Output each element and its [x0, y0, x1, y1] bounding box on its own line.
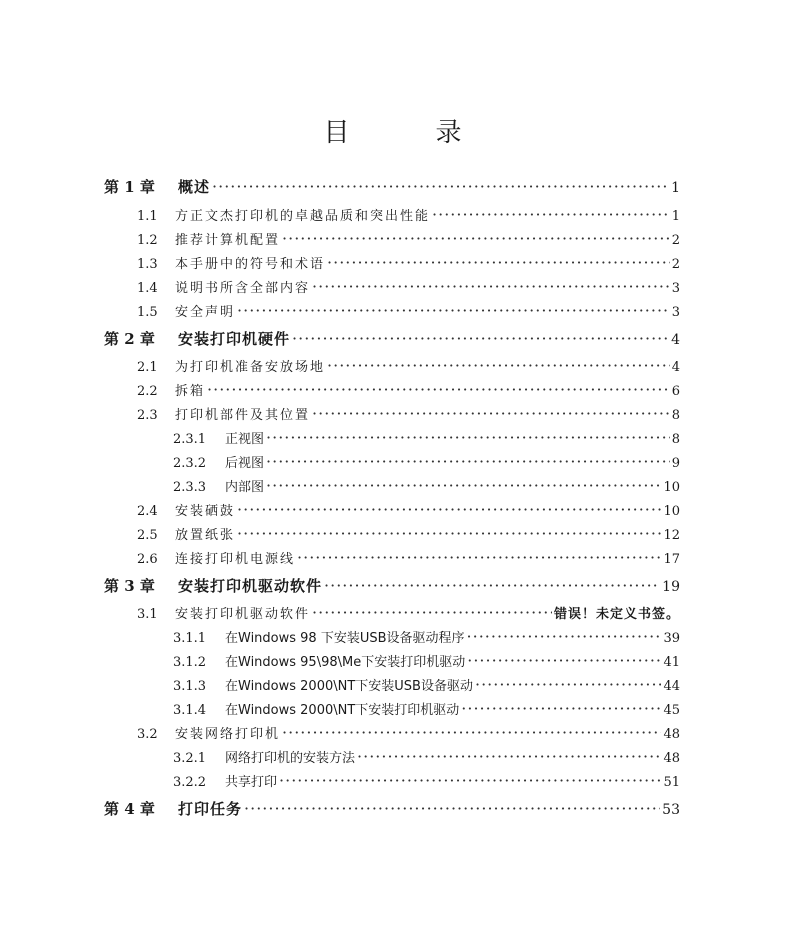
- toc-page: 1: [671, 209, 680, 224]
- toc-entry[interactable]: [0, 548, 785, 567]
- toc-page: 53: [662, 802, 680, 818]
- toc-title: 安全声明: [175, 305, 236, 320]
- toc-entry[interactable]: [0, 476, 785, 495]
- toc-page: 45: [663, 703, 680, 718]
- toc-page: 39: [663, 631, 680, 646]
- leader-dots: [475, 675, 661, 694]
- toc-entry[interactable]: [0, 651, 785, 670]
- toc-number: 1.4: [137, 281, 158, 296]
- toc-page: 4: [671, 360, 680, 375]
- leader-dots: [432, 205, 670, 224]
- toc-page: 44: [663, 679, 680, 694]
- toc-entry[interactable]: [0, 723, 785, 742]
- leader-dots: [212, 177, 669, 196]
- toc-title: 推荐计算机配置: [175, 233, 281, 248]
- toc-title: 说明书所含全部内容: [175, 281, 311, 296]
- leader-dots: [312, 277, 670, 296]
- toc-number: 第 1 章: [104, 178, 155, 196]
- toc-entry[interactable]: [0, 500, 785, 519]
- toc-entry[interactable]: [0, 603, 785, 622]
- toc-number: 1.3: [137, 257, 158, 272]
- page-title: 目 录: [323, 118, 492, 148]
- toc-entry[interactable]: [0, 747, 785, 766]
- toc-title: 内部图: [225, 480, 265, 495]
- toc-title: 在Windows 95\98\Me下安装打印机驱动: [225, 655, 466, 670]
- leader-dots: [297, 548, 661, 567]
- toc-entry[interactable]: [0, 277, 785, 296]
- leader-dots: [282, 723, 661, 742]
- leader-dots: [357, 747, 661, 766]
- toc-page: 3: [671, 281, 680, 296]
- toc-entry[interactable]: [0, 229, 785, 248]
- toc-page: 4: [671, 332, 680, 348]
- toc-entry[interactable]: [0, 253, 785, 272]
- leader-dots: [467, 627, 662, 646]
- toc-entry[interactable]: [0, 675, 785, 694]
- toc-number: 3.1.4: [173, 703, 207, 718]
- toc-entry[interactable]: [0, 524, 785, 543]
- toc-page: 51: [663, 775, 680, 790]
- toc-number: 2.3.3: [173, 480, 207, 495]
- leader-dots: [266, 476, 661, 495]
- toc-page: 17: [663, 552, 680, 567]
- toc-number: 2.1: [137, 360, 158, 375]
- toc-page: 6: [671, 384, 680, 399]
- toc-title: 正视图: [225, 432, 265, 447]
- toc-title: 网络打印机的安装方法: [225, 751, 356, 766]
- toc-page: 1: [671, 180, 680, 196]
- toc-number: 2.2: [137, 384, 158, 399]
- toc-number: 2.3.2: [173, 456, 207, 471]
- toc-number: 第 2 章: [104, 330, 155, 348]
- leader-dots: [279, 771, 661, 790]
- leader-dots: [312, 404, 670, 423]
- toc-title: 共享打印: [225, 775, 278, 790]
- toc-number: 2.3: [137, 408, 158, 423]
- toc-entry[interactable]: [0, 798, 785, 819]
- leader-dots: [244, 799, 660, 818]
- toc-number: 3.2: [137, 727, 158, 742]
- toc-page: 19: [662, 579, 680, 595]
- toc-title: 拆箱: [175, 384, 206, 399]
- toc-title: 在Windows 98 下安装USB设备驱动程序: [225, 631, 465, 646]
- toc-number: 2.4: [137, 504, 158, 519]
- toc-number: 1.2: [137, 233, 158, 248]
- leader-dots: [292, 329, 669, 348]
- toc-entry[interactable]: [0, 452, 785, 471]
- toc-page: 10: [663, 504, 680, 519]
- toc-entry[interactable]: [0, 627, 785, 646]
- leader-dots: [327, 356, 670, 375]
- toc-entry[interactable]: [0, 356, 785, 375]
- toc-page: 8: [671, 408, 680, 423]
- leader-dots: [312, 603, 552, 622]
- toc-entry[interactable]: [0, 380, 785, 399]
- toc-title: 方正文杰打印机的卓越品质和突出性能: [175, 209, 431, 224]
- toc-title: 安装硒鼓: [175, 504, 236, 519]
- toc-title: 为打印机准备安放场地: [175, 360, 326, 375]
- toc-title: 本手册中的符号和术语: [175, 257, 326, 272]
- toc-title: 安装网络打印机: [175, 727, 281, 742]
- toc-number: 第 3 章: [104, 577, 155, 595]
- toc-number: 第 4 章: [104, 800, 155, 818]
- toc-entry[interactable]: [0, 328, 785, 349]
- leader-dots: [237, 500, 661, 519]
- toc-entry[interactable]: [0, 205, 785, 224]
- toc-title: 安装打印机驱动软件: [178, 577, 323, 595]
- toc-title: 放置纸张: [175, 528, 236, 543]
- toc-entry[interactable]: [0, 404, 785, 423]
- leader-dots: [266, 452, 670, 471]
- toc-title: 概述: [178, 178, 211, 196]
- leader-dots: [237, 524, 661, 543]
- toc-number: 3.2.2: [173, 775, 207, 790]
- toc-title: 在Windows 2000\NT下安装打印机驱动: [225, 703, 460, 718]
- leader-dots: [207, 380, 670, 399]
- toc-page: 8: [671, 432, 680, 447]
- toc-number: 3.1.2: [173, 655, 207, 670]
- toc-title: 安装打印机硬件: [178, 330, 291, 348]
- toc-title: 打印任务: [178, 800, 243, 818]
- toc-page: 48: [663, 727, 680, 742]
- toc-number: 3.1.1: [173, 631, 207, 646]
- toc-title: 后视图: [225, 456, 265, 471]
- toc-number: 2.3.1: [173, 432, 207, 447]
- toc-page: 2: [671, 233, 680, 248]
- toc-number: 1.5: [137, 305, 158, 320]
- toc-title: 连接打印机电源线: [175, 552, 296, 567]
- toc-page: 41: [663, 655, 680, 670]
- toc-entry[interactable]: [0, 176, 785, 197]
- toc-entry[interactable]: [0, 301, 785, 320]
- toc-number: 2.5: [137, 528, 158, 543]
- toc-number: 1.1: [137, 209, 158, 224]
- toc-page: 3: [671, 305, 680, 320]
- toc-number: 3.2.1: [173, 751, 207, 766]
- leader-dots: [324, 576, 660, 595]
- toc-page: 9: [671, 456, 680, 471]
- toc-entry[interactable]: [0, 771, 785, 790]
- toc-page-error: 错误！未定义书签。: [553, 607, 680, 622]
- toc-page: 2: [671, 257, 680, 272]
- toc-page: 48: [663, 751, 680, 766]
- toc-page: 12: [663, 528, 680, 543]
- toc-number: 3.1.3: [173, 679, 207, 694]
- toc-title: 安装打印机驱动软件: [175, 607, 311, 622]
- leader-dots: [237, 301, 670, 320]
- leader-dots: [327, 253, 670, 272]
- toc-entry[interactable]: [0, 699, 785, 718]
- toc-title: 打印机部件及其位置: [175, 408, 311, 423]
- toc-entry[interactable]: [0, 428, 785, 447]
- toc-entry[interactable]: [0, 575, 785, 596]
- toc-number: 2.6: [137, 552, 158, 567]
- leader-dots: [461, 699, 661, 718]
- toc-title: 在Windows 2000\NT下安装USB设备驱动: [225, 679, 473, 694]
- leader-dots: [467, 651, 661, 670]
- toc-page: 10: [663, 480, 680, 495]
- toc-number: 3.1: [137, 607, 158, 622]
- leader-dots: [282, 229, 670, 248]
- leader-dots: [266, 428, 670, 447]
